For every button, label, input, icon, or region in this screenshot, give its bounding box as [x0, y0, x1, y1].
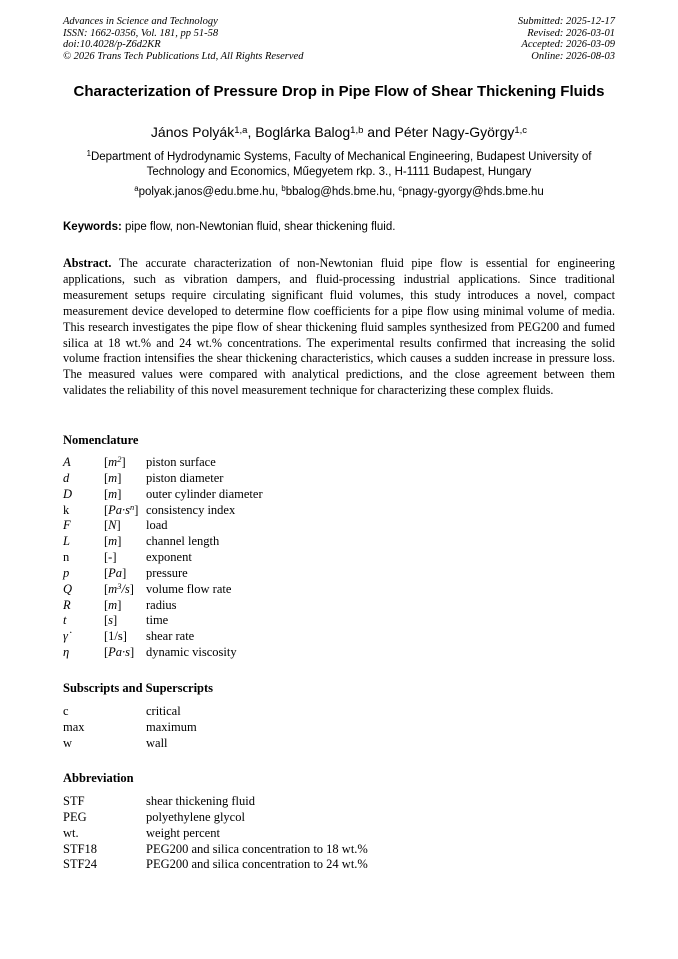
- author-name: Boglárka Balog: [255, 124, 351, 140]
- unit-base: m: [108, 486, 118, 501]
- nomenclature-description: piston surface: [146, 455, 216, 469]
- unit-base: -: [108, 550, 113, 565]
- accepted-date: Accepted: 2026-03-09: [521, 39, 615, 51]
- paper-title: Characterization of Pressure Drop in Pipe Flow of Shear Thickening Fluids: [73, 83, 605, 100]
- abbreviation-row-description: shear thickening fluid: [146, 794, 255, 808]
- online-date: Online: 2026-08-03: [531, 50, 615, 62]
- nomenclature-description: radius: [146, 597, 177, 612]
- nomenclature-unit: [N]: [104, 518, 121, 533]
- nomenclature-symbol: η: [63, 645, 70, 660]
- nomenclature-unit: $[Pa\cdot s^n]$: [104, 501, 139, 517]
- nomenclature-description: piston diameter: [146, 470, 224, 485]
- author-name: János Polyák: [150, 124, 235, 140]
- keywords-label: Keywords:: [63, 221, 122, 233]
- email-separator: ,: [274, 186, 282, 198]
- journal-name: Advances in Science and Technology: [63, 16, 218, 27]
- abstract-label: Abstract.: [63, 256, 112, 270]
- unit-base: m: [108, 597, 118, 612]
- nomenclature-unit: $[m^3/s]$: [104, 580, 134, 596]
- subscripts-heading: Subscripts and Superscripts: [63, 681, 214, 695]
- unit-suffix: /s: [121, 581, 130, 596]
- subscript-row-description: wall: [146, 735, 168, 750]
- nomenclature-symbol: L: [63, 534, 70, 549]
- nomenclature-unit: [m]: [104, 597, 122, 612]
- nomenclature-symbol: d: [63, 470, 70, 485]
- copyright: © 2026 Trans Tech Publications Ltd, All Rights Reserved: [63, 50, 304, 62]
- nomenclature-description: dynamic viscosity: [146, 645, 237, 660]
- keywords-text: pipe flow, non-Newtonian fluid, shear thickening fluid.: [121, 221, 396, 233]
- nomenclature-unit: [1/s]: [104, 629, 127, 644]
- issn: ISSN: 1662-0356, Vol. 181, pp 51-58: [63, 27, 219, 39]
- keywords: [63, 220, 615, 234]
- unit-base: N: [108, 518, 117, 533]
- author-separator: ,: [247, 124, 256, 140]
- affiliation: [63, 150, 615, 179]
- nomenclature-symbol: p: [63, 565, 70, 580]
- abbreviation-row-description: PEG200 and silica concentration to 24 wt.%: [146, 857, 368, 872]
- unit-base: m: [108, 455, 118, 469]
- nomenclature-symbol: t: [63, 613, 67, 628]
- submitted-date: Submitted: 2025-12-17: [517, 16, 615, 27]
- nomenclature-unit: [Pa]: [104, 565, 127, 580]
- author-superscript: 1,a: [234, 124, 248, 136]
- author-separator: and: [363, 124, 395, 140]
- nomenclature-symbol: F: [63, 518, 71, 533]
- abbreviation-row-description: polyethylene glycol: [146, 809, 245, 824]
- abstract: [63, 256, 615, 399]
- abbreviation-row-symbol: STF18: [63, 841, 98, 856]
- nomenclature-symbol: Q: [63, 581, 73, 596]
- header-right: [518, 16, 615, 62]
- author-list: [63, 124, 615, 141]
- nomenclature-unit: [-]: [104, 550, 117, 565]
- email-superscript: b: [281, 184, 286, 194]
- abbreviation-row-description: PEG200 and silica concentration to 18 wt.%: [146, 841, 368, 856]
- email-link[interactable]: pnagy-gyorgy@hds.bme.hu: [402, 186, 544, 198]
- unit-base: Pa·s: [108, 645, 131, 660]
- subscript-row-description: critical: [146, 704, 181, 718]
- email-list: [63, 185, 615, 199]
- unit-exponent: 3: [117, 580, 122, 591]
- nomenclature-description: time: [146, 613, 169, 628]
- nomenclature-description: outer cylinder diameter: [146, 486, 263, 501]
- nomenclature-symbol: D: [63, 486, 73, 501]
- abbreviation-row-symbol: wt.: [63, 825, 79, 840]
- author-superscript: 1,c: [514, 124, 528, 136]
- subscript-row-symbol: max: [63, 719, 85, 734]
- revised-date: Revised: 2026-03-01: [527, 27, 615, 39]
- abstract-text: The accurate characterization of non-Newtonian fluid pipe flow is essential for engineering applications, such as vibration dampers, and fluid-processing industrial applications. Since traditional measurement setups require circulating significant fluid volumes, this study introduces a novel, compact measurement device developed to determine flow coefficients for a pipe flow using minimal volume of media. This research investigates the pipe flow of shear thickening fluid samples synthesized from PEG200 and fumed silica at 18 wt.% and 24 wt.% concentrations. The experimental results confirmed that increasing the solid volume fraction intensifies the shear thickening characteristics, which causes a sudden increase in pressure loss. The measured values were compared with analytical predictions, and the close agreement between them validates the reliability of this novel measurement technique for characterizing these complex fluids.: [63, 256, 615, 398]
- nomenclature-symbol: k: [63, 502, 70, 517]
- nomenclature-unit: [m]: [104, 534, 122, 549]
- email-link[interactable]: bbalog@hds.bme.hu: [285, 186, 392, 198]
- nomenclature-description: shear rate: [146, 629, 195, 644]
- nomenclature-symbol: n: [63, 550, 70, 565]
- subscript-row-symbol: w: [63, 735, 73, 750]
- affiliation-text: Department of Hydrodynamic Systems, Faculty of Mechanical Engineering, Budapest University of Technology and Economics, Műegyetem rkp. 3., H-1111 Budapest, Hungary: [90, 151, 592, 178]
- author-name: Péter Nagy-György: [394, 124, 515, 140]
- unit-base: s: [108, 613, 114, 628]
- unit-base: Pa·s: [108, 502, 131, 517]
- abbreviation-row-symbol: STF24: [63, 857, 98, 872]
- email-superscript: c: [398, 184, 403, 194]
- unit-base: 1/s: [108, 629, 123, 644]
- unit-base: m: [108, 581, 118, 596]
- nomenclature-symbol: R: [63, 597, 71, 612]
- nomenclature-unit: [Pa·s]: [104, 645, 135, 660]
- unit-exponent: 2: [117, 454, 122, 465]
- nomenclature-description: channel length: [146, 534, 220, 549]
- header-left: [63, 16, 303, 62]
- nomenclature-unit: [m]: [104, 486, 122, 501]
- nomenclature-description: pressure: [146, 565, 188, 580]
- subscript-row-symbol: c: [63, 704, 69, 718]
- doi: doi:10.4028/p-Z6d2KR: [63, 39, 161, 51]
- nomenclature-symbol: γ̇: [63, 629, 68, 644]
- abbreviation-row-symbol: STF: [63, 794, 85, 808]
- unit-exponent: n: [130, 501, 135, 512]
- nomenclature-unit: $[m^2]$: [104, 454, 126, 469]
- nomenclature-description: consistency index: [146, 502, 236, 517]
- affiliation-superscript: 1: [86, 149, 91, 159]
- email-link[interactable]: polyak.janos@edu.bme.hu: [138, 186, 275, 198]
- abbreviation-row-description: weight percent: [146, 825, 220, 840]
- nomenclature-description: exponent: [146, 550, 192, 565]
- unit-base: m: [108, 470, 118, 485]
- abbreviation-row-symbol: PEG: [63, 809, 87, 824]
- subscript-row-description: maximum: [146, 719, 197, 734]
- abbreviation-heading: Abbreviation: [63, 771, 134, 785]
- email-superscript: a: [134, 184, 139, 194]
- unit-base: m: [108, 534, 118, 549]
- nomenclature-description: load: [146, 518, 168, 533]
- nomenclature-description: volume flow rate: [146, 581, 232, 596]
- nomenclature-heading: Nomenclature: [63, 433, 139, 447]
- author-superscript: 1,b: [350, 124, 364, 136]
- email-separator: ,: [392, 186, 399, 198]
- nomenclature-symbol: A: [63, 455, 71, 469]
- nomenclature-unit: [s]: [104, 613, 118, 628]
- unit-base: Pa: [108, 565, 123, 580]
- nomenclature-unit: [m]: [104, 470, 122, 485]
